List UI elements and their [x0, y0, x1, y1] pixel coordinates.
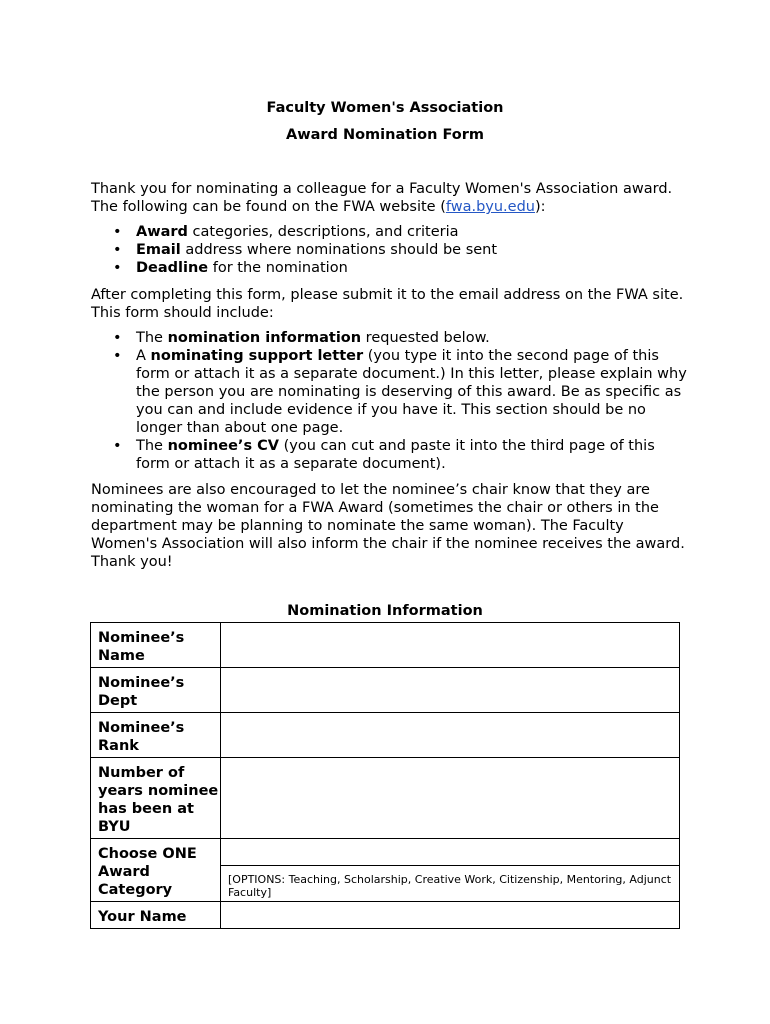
- document-title: Faculty Women's Association: [266, 100, 504, 116]
- bullet-icon: •: [113, 330, 122, 346]
- nominee-name-field[interactable]: [221, 623, 680, 668]
- table-row: [91, 713, 680, 758]
- intro-text-end: ):: [534, 199, 546, 215]
- years-at-byu-field[interactable]: [221, 758, 680, 839]
- nominee-rank-label: Nominee’s Rank: [91, 713, 221, 758]
- nominee-rank-field[interactable]: [221, 713, 680, 758]
- award-category-field[interactable]: [221, 839, 680, 866]
- form-contents-list: [91, 329, 691, 473]
- your-name-field[interactable]: [221, 902, 680, 929]
- table-row: [91, 668, 680, 713]
- list-item: • A nominating support letter (you type it into the second page of this form or attach it as a separate document.) In this letter, please explain why the person you are nominating is deserving of this award. Be as specific as you can and include evidence if you have it. This section should be no longer than about one page.: [113, 348, 687, 436]
- nomination-table: [90, 622, 680, 929]
- list-item: • The nominee’s CV (you can cut and paste it into the third page of this form or attach it as a separate document).: [113, 438, 655, 472]
- list-item: • Email address where nominations should be sent: [113, 242, 498, 258]
- nominee-dept-field[interactable]: [221, 668, 680, 713]
- list-item: • The nomination information requested below.: [113, 330, 490, 346]
- your-name-label: Your Name: [91, 902, 221, 929]
- intro-text: Thank you for nominating a colleague for a Faculty Women's Association award. The following can be found on the FWA website (: [91, 181, 673, 215]
- bullet-icon: •: [113, 260, 122, 276]
- bullet-icon: •: [113, 242, 122, 258]
- nominee-name-label: Nominee’s Name: [91, 623, 221, 668]
- table-row: [91, 902, 680, 929]
- list-item: • Award categories, descriptions, and criteria: [113, 224, 459, 240]
- bullet-icon: •: [113, 438, 122, 454]
- table-row: [91, 839, 680, 866]
- intro-paragraph: [91, 180, 691, 216]
- nominee-dept-label: Nominee’s Dept: [91, 668, 221, 713]
- table-row: [91, 758, 680, 839]
- award-category-options: [OPTIONS: Teaching, Scholarship, Creative Work, Citizenship, Mentoring, Adjunct Faculty]: [228, 873, 672, 899]
- fwa-website-link[interactable]: fwa.byu.edu: [445, 199, 535, 215]
- years-at-byu-label: Number of years nominee has been at BYU: [91, 758, 221, 839]
- list-item: • Deadline for the nomination: [113, 260, 348, 276]
- award-category-label: Choose ONE Award Category: [91, 839, 221, 902]
- table-row: [91, 623, 680, 668]
- submission-paragraph: After completing this form, please submit it to the email address on the FWA site. This form should include:: [91, 287, 684, 321]
- award-category-options-cell: [221, 866, 680, 902]
- encouragement-paragraph: Nominees are also encouraged to let the nominee’s chair know that they are nominating the woman for a FWA Award (sometimes the chair or others in the department may be planning to nominate the same woman). The Faculty Women's Association will also inform the chair if the nominee receives the award. Thank you!: [91, 482, 685, 570]
- bullet-icon: •: [113, 224, 122, 240]
- website-contents-list: [91, 223, 691, 277]
- document-subtitle: Award Nomination Form: [285, 127, 485, 143]
- bullet-icon: •: [113, 348, 122, 364]
- section-title: Nomination Information: [287, 603, 483, 619]
